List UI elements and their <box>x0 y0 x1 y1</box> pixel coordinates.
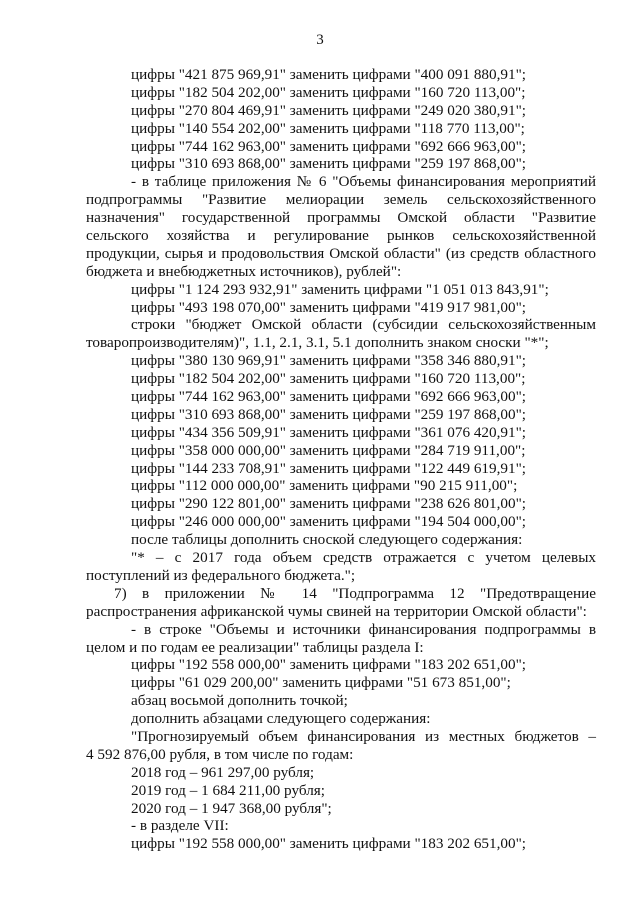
text-line: цифры "1 124 293 932,91" заменить цифрами "1 051 013 843,91"; <box>131 280 549 298</box>
text-line: продукции, сырья и продовольствия Омской области" (из средств областного <box>86 244 596 262</box>
text-line: цифры "192 558 000,00" заменить цифрами "183 202 651,00"; <box>131 656 527 674</box>
text-line: после таблицы дополнить сноской следующего содержания: <box>131 531 523 549</box>
text-line: цифры "358 000 000,00" заменить цифрами "284 719 911,00"; <box>131 441 526 459</box>
text-line: - в таблице приложения № 6 "Объемы финансирования мероприятий <box>131 173 596 191</box>
text-line: цифры "182 504 202,00" заменить цифрами "160 720 113,00"; <box>131 83 526 101</box>
text-line: сельского хозяйства и регулирование рынков сельскохозяйственной <box>86 227 596 245</box>
text-line: бюджета и внебюджетных источников), рублей": <box>86 262 402 280</box>
text-line: абзац восьмой дополнить точкой; <box>131 692 348 710</box>
text-line: цифры "310 693 868,00" заменить цифрами "259 197 868,00"; <box>131 405 527 423</box>
text-line: 2020 год – 1 947 368,00 рубля"; <box>131 799 332 817</box>
text-line: цифры "182 504 202,00" заменить цифрами "160 720 113,00"; <box>131 370 526 388</box>
text-line: цифры "61 029 200,00" заменить цифрами "51 673 851,00"; <box>131 674 511 692</box>
text-line: 7) в приложении № 14 "Подпрограмма 12 "Предотвращение <box>114 584 596 602</box>
text-line: цифры "246 000 000,00" заменить цифрами "194 504 000,00"; <box>131 513 527 531</box>
text-line: назначения" государственной программы Омской области "Развитие <box>86 209 596 227</box>
text-line: цифры "744 162 963,00" заменить цифрами "692 666 963,00"; <box>131 137 527 155</box>
document-body <box>86 66 596 853</box>
text-line: 4 592 876,00 рубля, в том числе по годам: <box>86 745 354 763</box>
text-line: "Прогнозируемый объем финансирования из местных бюджетов – <box>131 727 596 745</box>
text-line: строки "бюджет Омской области (субсидии сельскохозяйственным <box>131 316 596 334</box>
text-line: товаропроизводителям)", 1.1, 2.1, 3.1, 5.1 дополнить знаком сноски "*"; <box>86 334 549 352</box>
text-line: целом и по годам ее реализации" таблицы раздела I: <box>86 638 424 656</box>
text-line: цифры "310 693 868,00" заменить цифрами "259 197 868,00"; <box>131 155 527 173</box>
text-line: подпрограммы "Развитие мелиорации земель сельскохозяйственного <box>86 191 596 209</box>
text-line: - в разделе VII: <box>131 817 229 835</box>
text-line: цифры "380 130 969,91" заменить цифрами "358 346 880,91"; <box>131 352 527 370</box>
text-line: 2018 год – 961 297,00 рубля; <box>131 763 315 781</box>
text-line: цифры "493 198 070,00" заменить цифрами "419 917 981,00"; <box>131 298 527 316</box>
text-line: цифры "270 804 469,91" заменить цифрами "249 020 380,91"; <box>131 101 527 119</box>
text-line: дополнить абзацами следующего содержания: <box>131 710 431 728</box>
text-line: "* – с 2017 года объем средств отражается с учетом целевых <box>131 549 596 567</box>
text-line: цифры "192 558 000,00" заменить цифрами "183 202 651,00"; <box>131 835 527 853</box>
text-line: цифры "290 122 801,00" заменить цифрами "238 626 801,00"; <box>131 495 527 513</box>
text-line: цифры "112 000 000,00" заменить цифрами "90 215 911,00"; <box>131 477 518 495</box>
text-line: цифры "144 233 708,91" заменить цифрами "122 449 619,91"; <box>131 459 527 477</box>
text-line: цифры "434 356 509,91" заменить цифрами "361 076 420,91"; <box>131 423 527 441</box>
page-number: 3 <box>316 32 324 48</box>
text-line: цифры "744 162 963,00" заменить цифрами "692 666 963,00"; <box>131 388 527 406</box>
text-line: 2019 год – 1 684 211,00 рубля; <box>131 781 325 799</box>
text-line: цифры "140 554 202,00" заменить цифрами "118 770 113,00"; <box>131 119 525 137</box>
text-line: распространения африканской чумы свиней на территории Омской области": <box>86 602 587 620</box>
text-line: поступлений из федерального бюджета."; <box>86 566 356 584</box>
text-line: цифры "421 875 969,91" заменить цифрами "400 091 880,91"; <box>131 66 527 83</box>
text-line: - в строке "Объемы и источники финансирования подпрограммы в <box>131 620 596 638</box>
